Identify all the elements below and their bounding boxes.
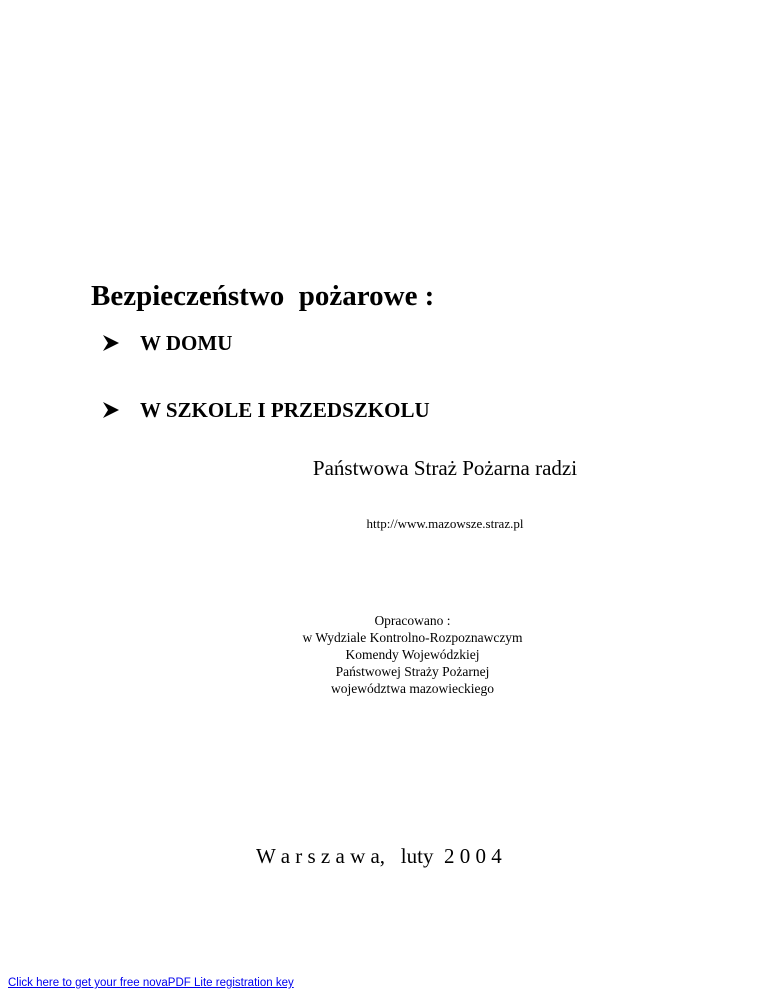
prepared-by-block [0, 612, 768, 697]
subtitle: Państwowa Straż Pożarna radzi [312, 456, 578, 480]
prepared-by-line: Państwowej Straży Pożarnej [335, 664, 490, 679]
website-url: http://www.mazowsze.straz.pl [366, 516, 524, 531]
bullet-label: W DOMU [140, 331, 233, 355]
prepared-by-line: w Wydziale Kontrolno-Rozpoznawczym [302, 630, 523, 645]
prepared-by-line: Opracowano : [374, 613, 451, 628]
prepared-by-line: województwa mazowieckiego [330, 681, 495, 696]
arrow-bullet-icon [102, 334, 120, 352]
arrow-bullet-icon [102, 401, 120, 419]
bullet-item-home [102, 330, 232, 356]
prepared-by-line: Komendy Wojewódzkiej [345, 647, 480, 662]
document-title: Bezpieczeństwo pożarowe : [91, 280, 435, 312]
bullet-label: W SZKOLE I PRZEDSZKOLU [140, 398, 430, 422]
place-and-date: W a r s z a w a, luty 2 0 0 4 [256, 844, 502, 868]
registration-key-link[interactable]: Click here to get your free novaPDF Lite registration key [8, 977, 294, 989]
bullet-item-school [102, 397, 430, 423]
